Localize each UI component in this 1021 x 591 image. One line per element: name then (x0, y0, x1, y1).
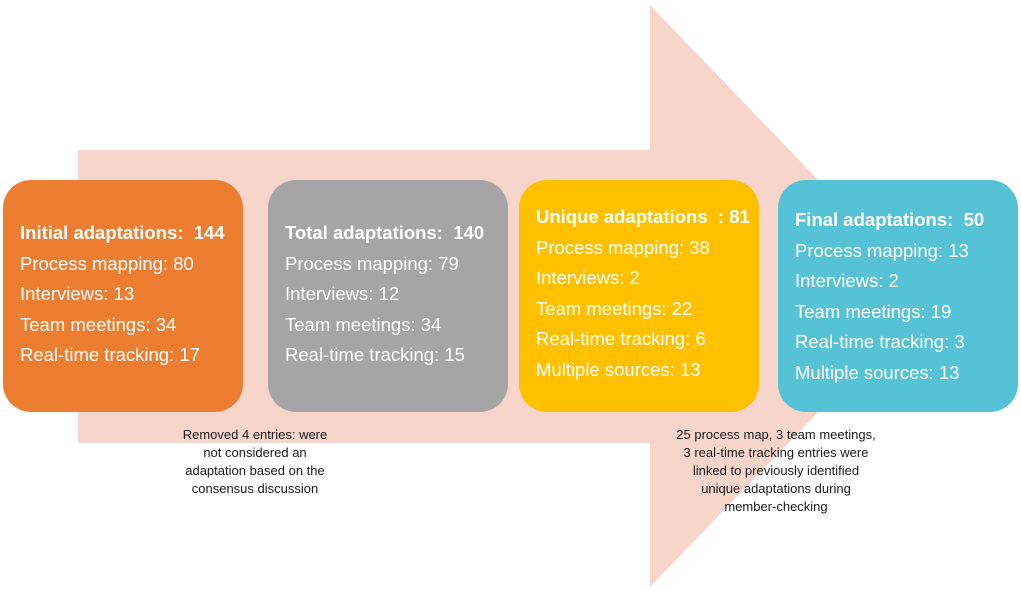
note-line: 25 process map, 3 team meetings, (676, 427, 876, 442)
stage-item: Team meetings: 34 (285, 313, 442, 335)
stage-item: Interviews: 2 (536, 267, 640, 288)
note-line: member-checking (724, 499, 828, 514)
stage-item: Interviews: 2 (795, 270, 899, 291)
stage-title: Unique adaptations : 81 (536, 206, 750, 227)
stage-item: Process mapping: 38 (536, 236, 710, 258)
stage-item: Process mapping: 79 (285, 252, 459, 274)
stage-item: Real-time tracking: 17 (20, 344, 200, 365)
note-line: 3 real-time tracking entries were (683, 445, 869, 460)
stage-item: Team meetings: 34 (20, 313, 177, 335)
member-checking-note (660, 426, 892, 516)
stage-box-final (778, 180, 1018, 412)
stage-box-total (268, 180, 508, 412)
stage-item: Process mapping: 80 (20, 252, 194, 274)
note-line: Removed 4 entries: were (182, 427, 328, 442)
removal-note (166, 426, 344, 498)
note-line: unique adaptations during (701, 481, 851, 496)
stage-item: Multiple sources: 13 (536, 358, 701, 380)
stage-title: Final adaptations: 50 (795, 209, 985, 230)
stage-item: Team meetings: 19 (795, 300, 952, 322)
note-line: linked to previously identified (692, 463, 860, 478)
stage-box-initial (3, 180, 243, 412)
stage-title: Initial adaptations: 144 (20, 222, 225, 243)
stage-box-unique (519, 180, 759, 412)
stage-item: Real-time tracking: 15 (285, 344, 465, 365)
stage-item: Process mapping: 13 (795, 239, 969, 261)
note-line: adaptation based on the (185, 463, 325, 478)
note-line: not considered an (203, 445, 307, 460)
stage-item: Team meetings: 22 (536, 297, 693, 319)
stage-item: Real-time tracking: 6 (536, 328, 706, 349)
stage-title: Total adaptations: 140 (285, 222, 485, 243)
stage-item: Interviews: 13 (20, 283, 135, 304)
stage-item: Real-time tracking: 3 (795, 331, 965, 352)
note-line: consensus discussion (191, 481, 319, 496)
stage-item: Multiple sources: 13 (795, 361, 960, 383)
stage-item: Interviews: 12 (285, 283, 400, 304)
